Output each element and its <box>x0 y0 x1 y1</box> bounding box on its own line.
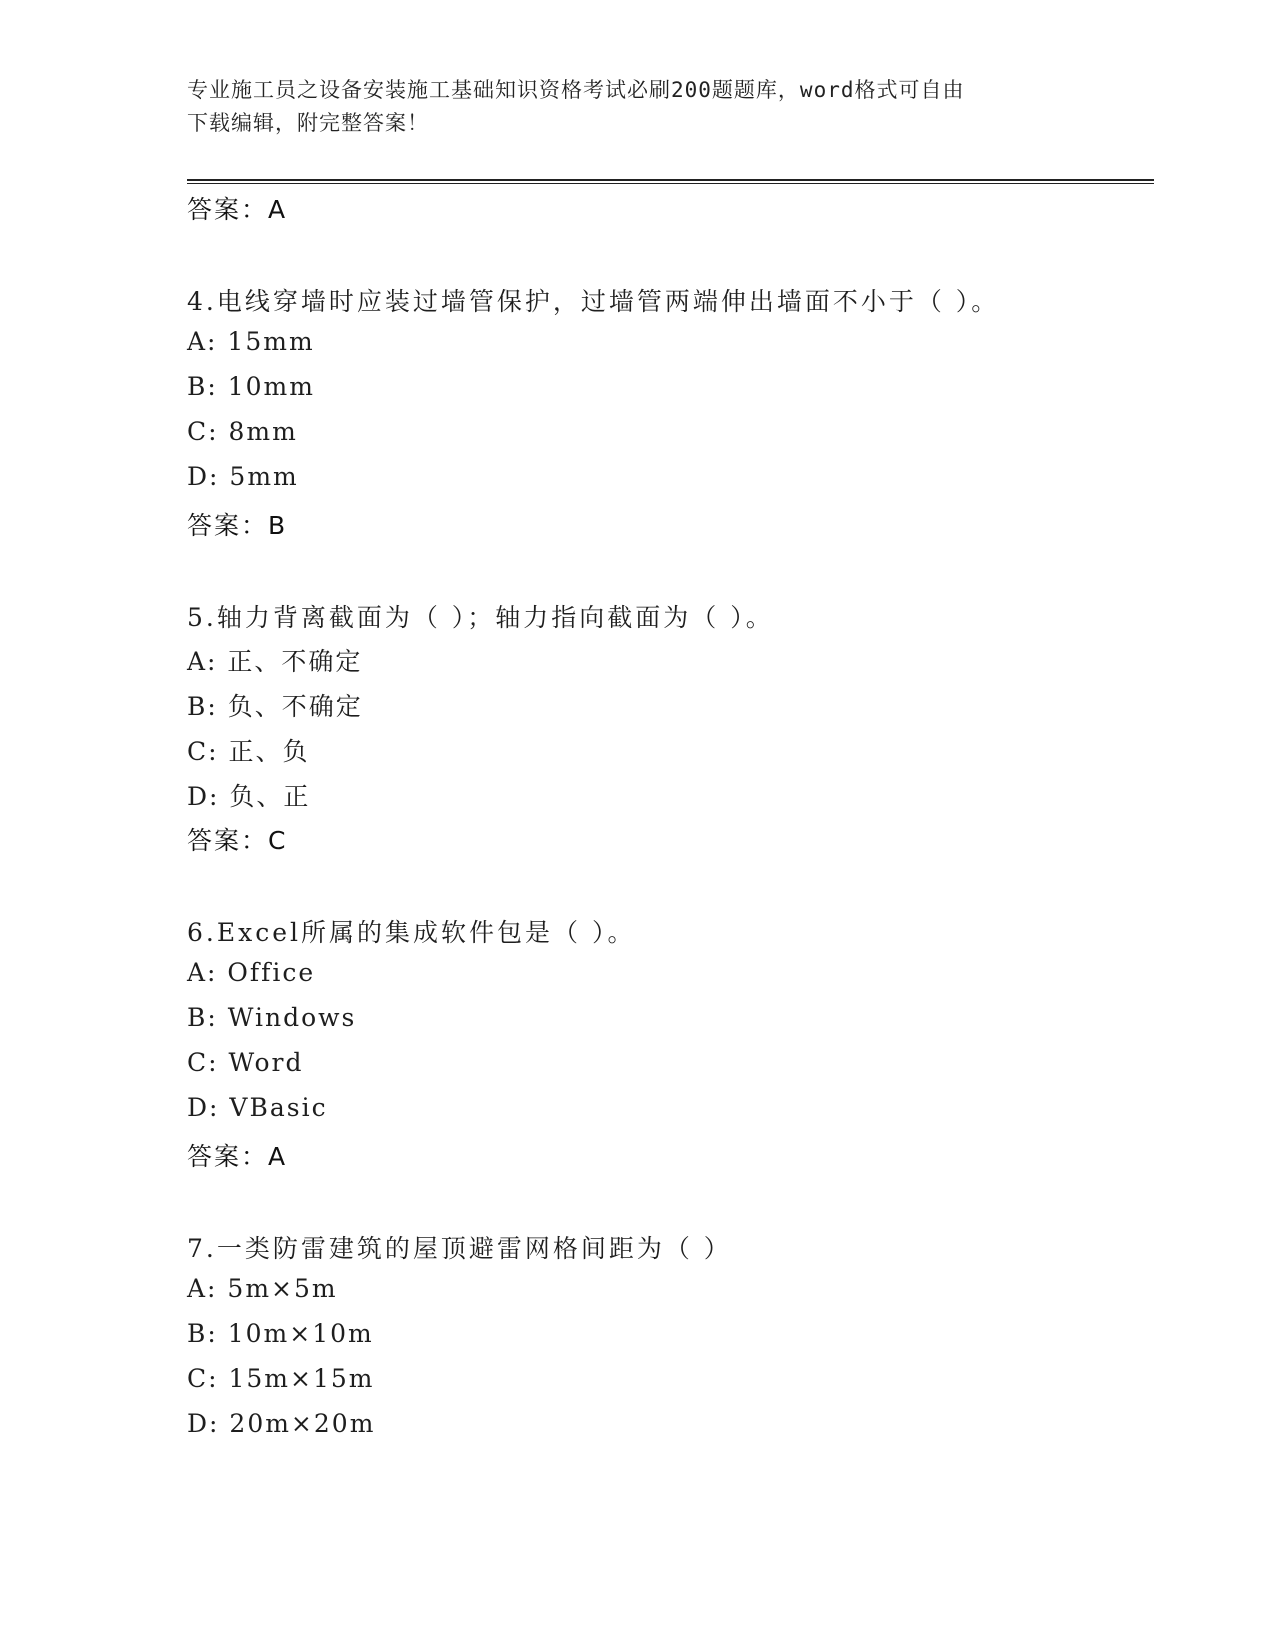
question-5-option-a: A: 正、不确定 <box>187 647 363 676</box>
question-5-text: 5.轴力背离截面为（ ）；轴力指向截面为（ ）。 <box>187 603 774 632</box>
question-4-option-b: B: 10mm <box>187 372 315 401</box>
question-6-text: 6.Excel所属的集成软件包是（ ）。 <box>187 918 636 947</box>
question-7-text: 7.一类防雷建筑的屋顶避雷网格间距为（ ） <box>187 1234 732 1263</box>
question-6-option-c: C: Word <box>187 1048 304 1077</box>
question-4-option-c: C: 8mm <box>187 417 298 446</box>
question-4-answer: 答案：B <box>187 511 288 540</box>
question-6-option-a: A: Office <box>187 958 316 987</box>
question-6-answer: 答案：A <box>187 1142 288 1171</box>
question-4-text: 4.电线穿墙时应装过墙管保护，过墙管两端伸出墙面不小于（ ）。 <box>187 287 1000 316</box>
question-5-option-d: D: 负、正 <box>187 782 311 811</box>
question-7-option-b: B: 10m×10m <box>187 1319 374 1348</box>
question-6-option-d: D: VBasic <box>187 1093 328 1122</box>
question-7-option-d: D: 20m×20m <box>187 1409 376 1438</box>
question-6-option-b: B: Windows <box>187 1003 357 1032</box>
question-5-option-c: C: 正、负 <box>187 737 310 766</box>
header-divider <box>187 179 1154 184</box>
question-5-option-b: B: 负、不确定 <box>187 692 363 721</box>
question-7-option-c: C: 15m×15m <box>187 1364 375 1393</box>
question-4-option-a: A: 15mm <box>187 327 315 356</box>
question-7-option-a: A: 5m×5m <box>187 1274 338 1303</box>
page-header <box>187 74 1087 140</box>
header-line-1: 专业施工员之设备安装施工基础知识资格考试必刷200题题库，word格式可自由 <box>187 78 965 102</box>
answer-line: 答案：A <box>187 195 288 224</box>
header-line-2: 下载编辑，附完整答案！ <box>187 111 429 135</box>
question-5-answer: 答案：C <box>187 826 288 855</box>
question-4-option-d: D: 5mm <box>187 462 299 491</box>
